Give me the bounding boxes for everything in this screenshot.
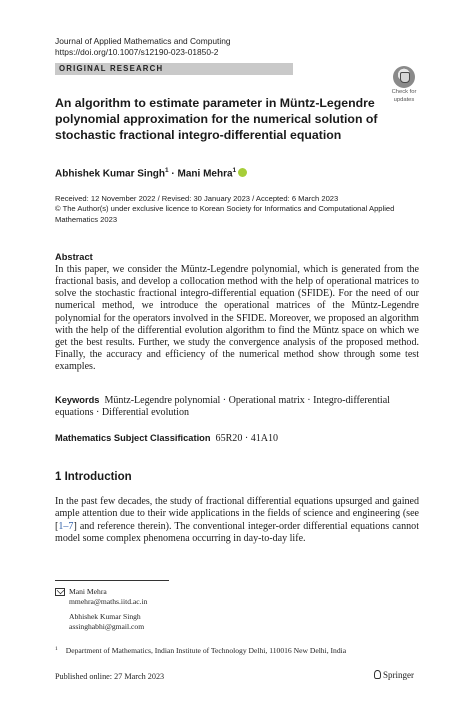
- publisher-logo: [374, 670, 414, 681]
- badge-text-line2: updates: [393, 96, 415, 103]
- keywords: [55, 394, 419, 419]
- badge-text-line1: Check for: [391, 89, 417, 95]
- intro-text-start: In the past few decades, the study of fractional differential equations upsurged and gained ample attention due to their wide applications in the fields of science and engineering (see [: [55, 496, 419, 532]
- keywords-text: Müntz-Legendre polynomial · Operational matrix · Integro-differential equations · Differential evolution: [55, 395, 390, 419]
- affiliation-number: 1: [55, 646, 58, 652]
- journal-header: [55, 36, 231, 58]
- published-date: Published online: 27 March 2023: [55, 672, 165, 681]
- keywords-label: Keywords: [55, 395, 100, 405]
- citation-link[interactable]: 1–7: [58, 520, 74, 532]
- check-for-updates-icon: [393, 66, 415, 88]
- affiliation-text: Department of Mathematics, Indian Institute of Technology Delhi, 110016 New Delhi, India: [65, 646, 347, 655]
- envelope-icon: [55, 588, 65, 596]
- section-heading: 1 Introduction: [55, 471, 132, 483]
- check-for-updates-badge[interactable]: [388, 66, 420, 102]
- springer-horse-icon: [374, 670, 381, 679]
- publisher-name: Springer: [383, 670, 414, 680]
- history-dates: Received: 12 November 2022 / Revised: 30 January 2023 / Accepted: 6 March 2023: [55, 194, 339, 203]
- article-title: An algorithm to estimate parameter in Müntz-Legendre polynomial approximation for the numerical solution of stochastic fractional integro-differential equation: [55, 96, 378, 142]
- contact-email[interactable]: mmehra@maths.iitd.ac.in: [69, 597, 148, 607]
- subject-classification: [55, 432, 278, 445]
- article-type-label: ORIGINAL RESEARCH: [59, 64, 164, 73]
- contact-email[interactable]: assinghabhi@gmail.com: [69, 622, 145, 632]
- article-history: [55, 194, 425, 225]
- contact-name: Abhishek Kumar Singh: [69, 612, 141, 622]
- msc-label: Mathematics Subject Classification: [55, 433, 211, 443]
- copyright-notice: © The Author(s) under exclusive licence to Korean Society for Informatics and Computational Applied Mathematics 2023: [55, 204, 395, 224]
- intro-text-end: ] and reference therein). The conventional integer-order differential equations cannot model some complex phenomena occurring in day-to-day life.: [55, 520, 419, 544]
- doi-link[interactable]: https://doi.org/10.1007/s12190-023-01850-2: [55, 47, 219, 57]
- affiliation-marker: 1: [232, 167, 237, 174]
- author-list: [55, 164, 247, 180]
- affiliation-footnote: [55, 644, 346, 656]
- orcid-icon[interactable]: [238, 168, 247, 177]
- author-separator: ·: [168, 168, 178, 180]
- msc-codes: 65R20 · 41A10: [215, 433, 279, 444]
- contact-name: Mani Mehra: [69, 587, 107, 596]
- abstract-heading: Abstract: [55, 252, 93, 262]
- introduction-paragraph: [55, 496, 419, 545]
- author-name[interactable]: Abhishek Kumar Singh: [55, 168, 166, 180]
- footnote-divider: [55, 580, 169, 581]
- correspondence-block: [55, 587, 147, 632]
- abstract-text: In this paper, we consider the Müntz-Legendre polynomial, which is generated from the fractional basis, and develop a collocation method with the help of operational matrices to solve the stochastic fractional integro-differential equation (SFIDE). For the need of our numerical method, we introduce the operational matrices of the Müntz-Legendre polynomial for the operators involved in the SFIDE. Moreover, we proposed an algorithm with the help of the differential evolution algorithm to find the Müntz space on which we get the best results. Further, we study the convergence analysis of the proposed method. Finally, the accuracy and efficiency of the numerical method show through some test examples.: [55, 264, 419, 373]
- author-name[interactable]: Mani Mehra: [177, 168, 233, 180]
- affiliation-marker: 1: [165, 167, 169, 174]
- journal-name: Journal of Applied Mathematics and Computing: [55, 36, 231, 46]
